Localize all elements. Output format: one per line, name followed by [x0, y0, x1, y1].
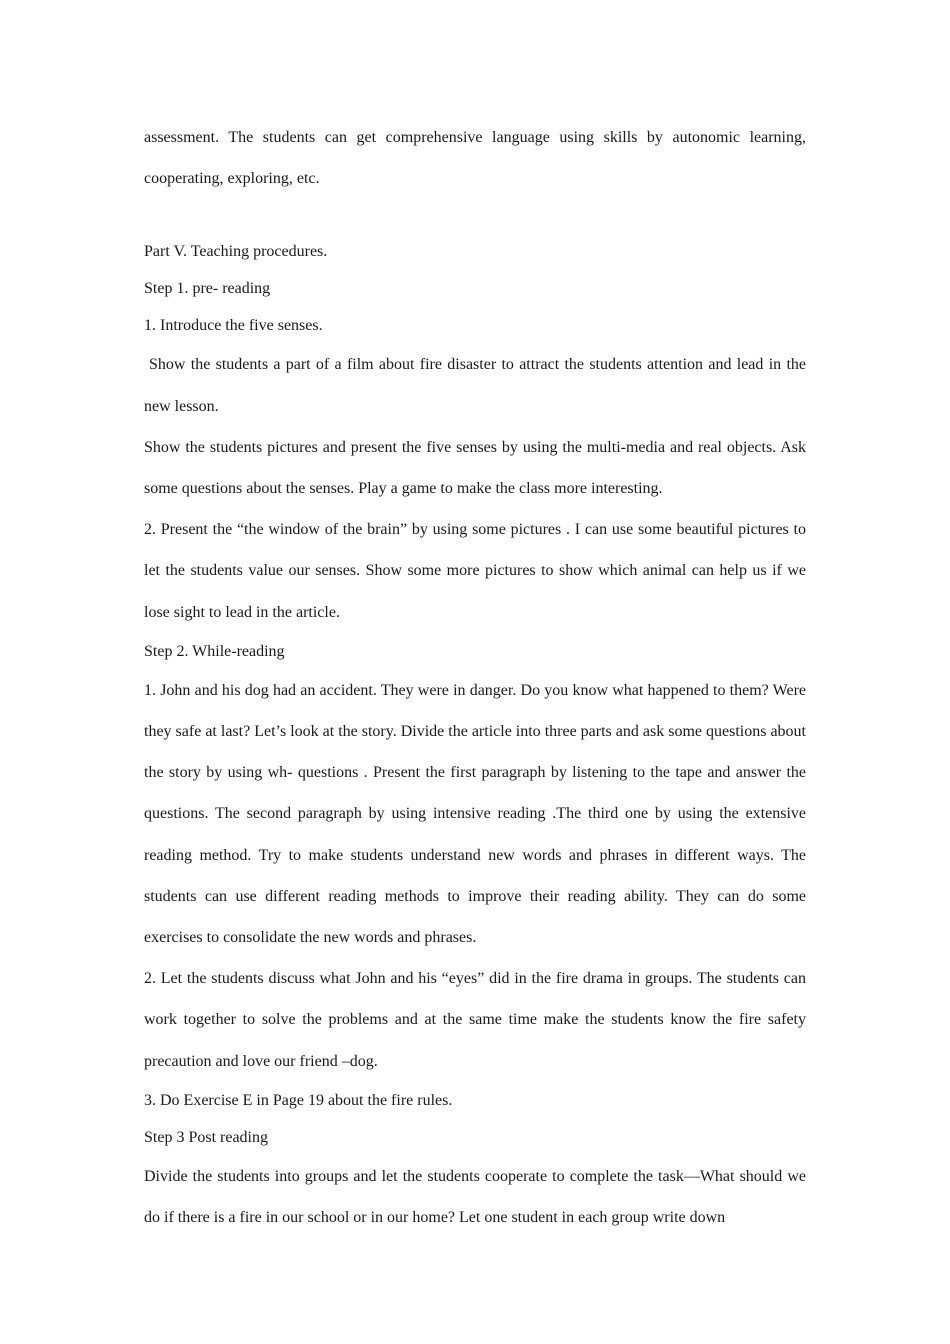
step1-item2: 2. Present the “the window of the brain” by using some pictures . I can use some beautiful pictures to let the students value our senses. Show some more pictures to show which animal can help us if we lose sight to lead in the article. — [144, 521, 806, 621]
paragraph-spacer — [144, 199, 806, 233]
step1-item1: 1. Introduce the five senses. — [144, 317, 323, 335]
assessment-paragraph: assessment. The students can get comprehensive language using skills by autonomic learning, cooperating, exploring, etc. — [144, 129, 806, 188]
step2-item1: 1. John and his dog had an accident. They were in danger. Do you know what happened to them? Were they safe at last? Let’s look at the story. Divide the article into three parts and ask some questions about the story by using wh- questions . Present the first paragraph by listening to the tape and answer the questions. The second paragraph by using intensive reading .The third one by using the extensive reading method. Try to make students understand new words and phrases in different ways. The students can use different reading methods to improve their reading ability. They can do some exercises to consolidate the new words and phrases. — [144, 681, 806, 947]
document-page — [144, 117, 806, 1238]
step1-heading: Step 1. pre- reading — [144, 280, 271, 298]
step2-item3: 3. Do Exercise E in Page 19 about the fire rules. — [144, 1091, 453, 1109]
step3-heading: Step 3 Post reading — [144, 1128, 268, 1146]
part-heading: Part V. Teaching procedures. — [144, 243, 328, 261]
step2-heading: Step 2. While-reading — [144, 642, 285, 660]
step1-item1-paragraph2: Show the students pictures and present the five senses by using the multi-media and real objects. Ask some questions about the senses. Play a game to make the class more interesting. — [144, 438, 806, 498]
step1-item1-paragraph1: Show the students a part of a film about fire disaster to attract the students attention and lead in the new lesson. — [144, 356, 806, 415]
step3-paragraph: Divide the students into groups and let the students cooperate to complete the task—What should we do if there is a fire in our school or in our home? Let one student in each group write down — [144, 1167, 806, 1227]
step2-item2: 2. Let the students discuss what John and his “eyes” did in the fire drama in groups. The students can work together to solve the problems and at the same time make the students know the fire safety precaution and love our friend –dog. — [144, 970, 806, 1070]
